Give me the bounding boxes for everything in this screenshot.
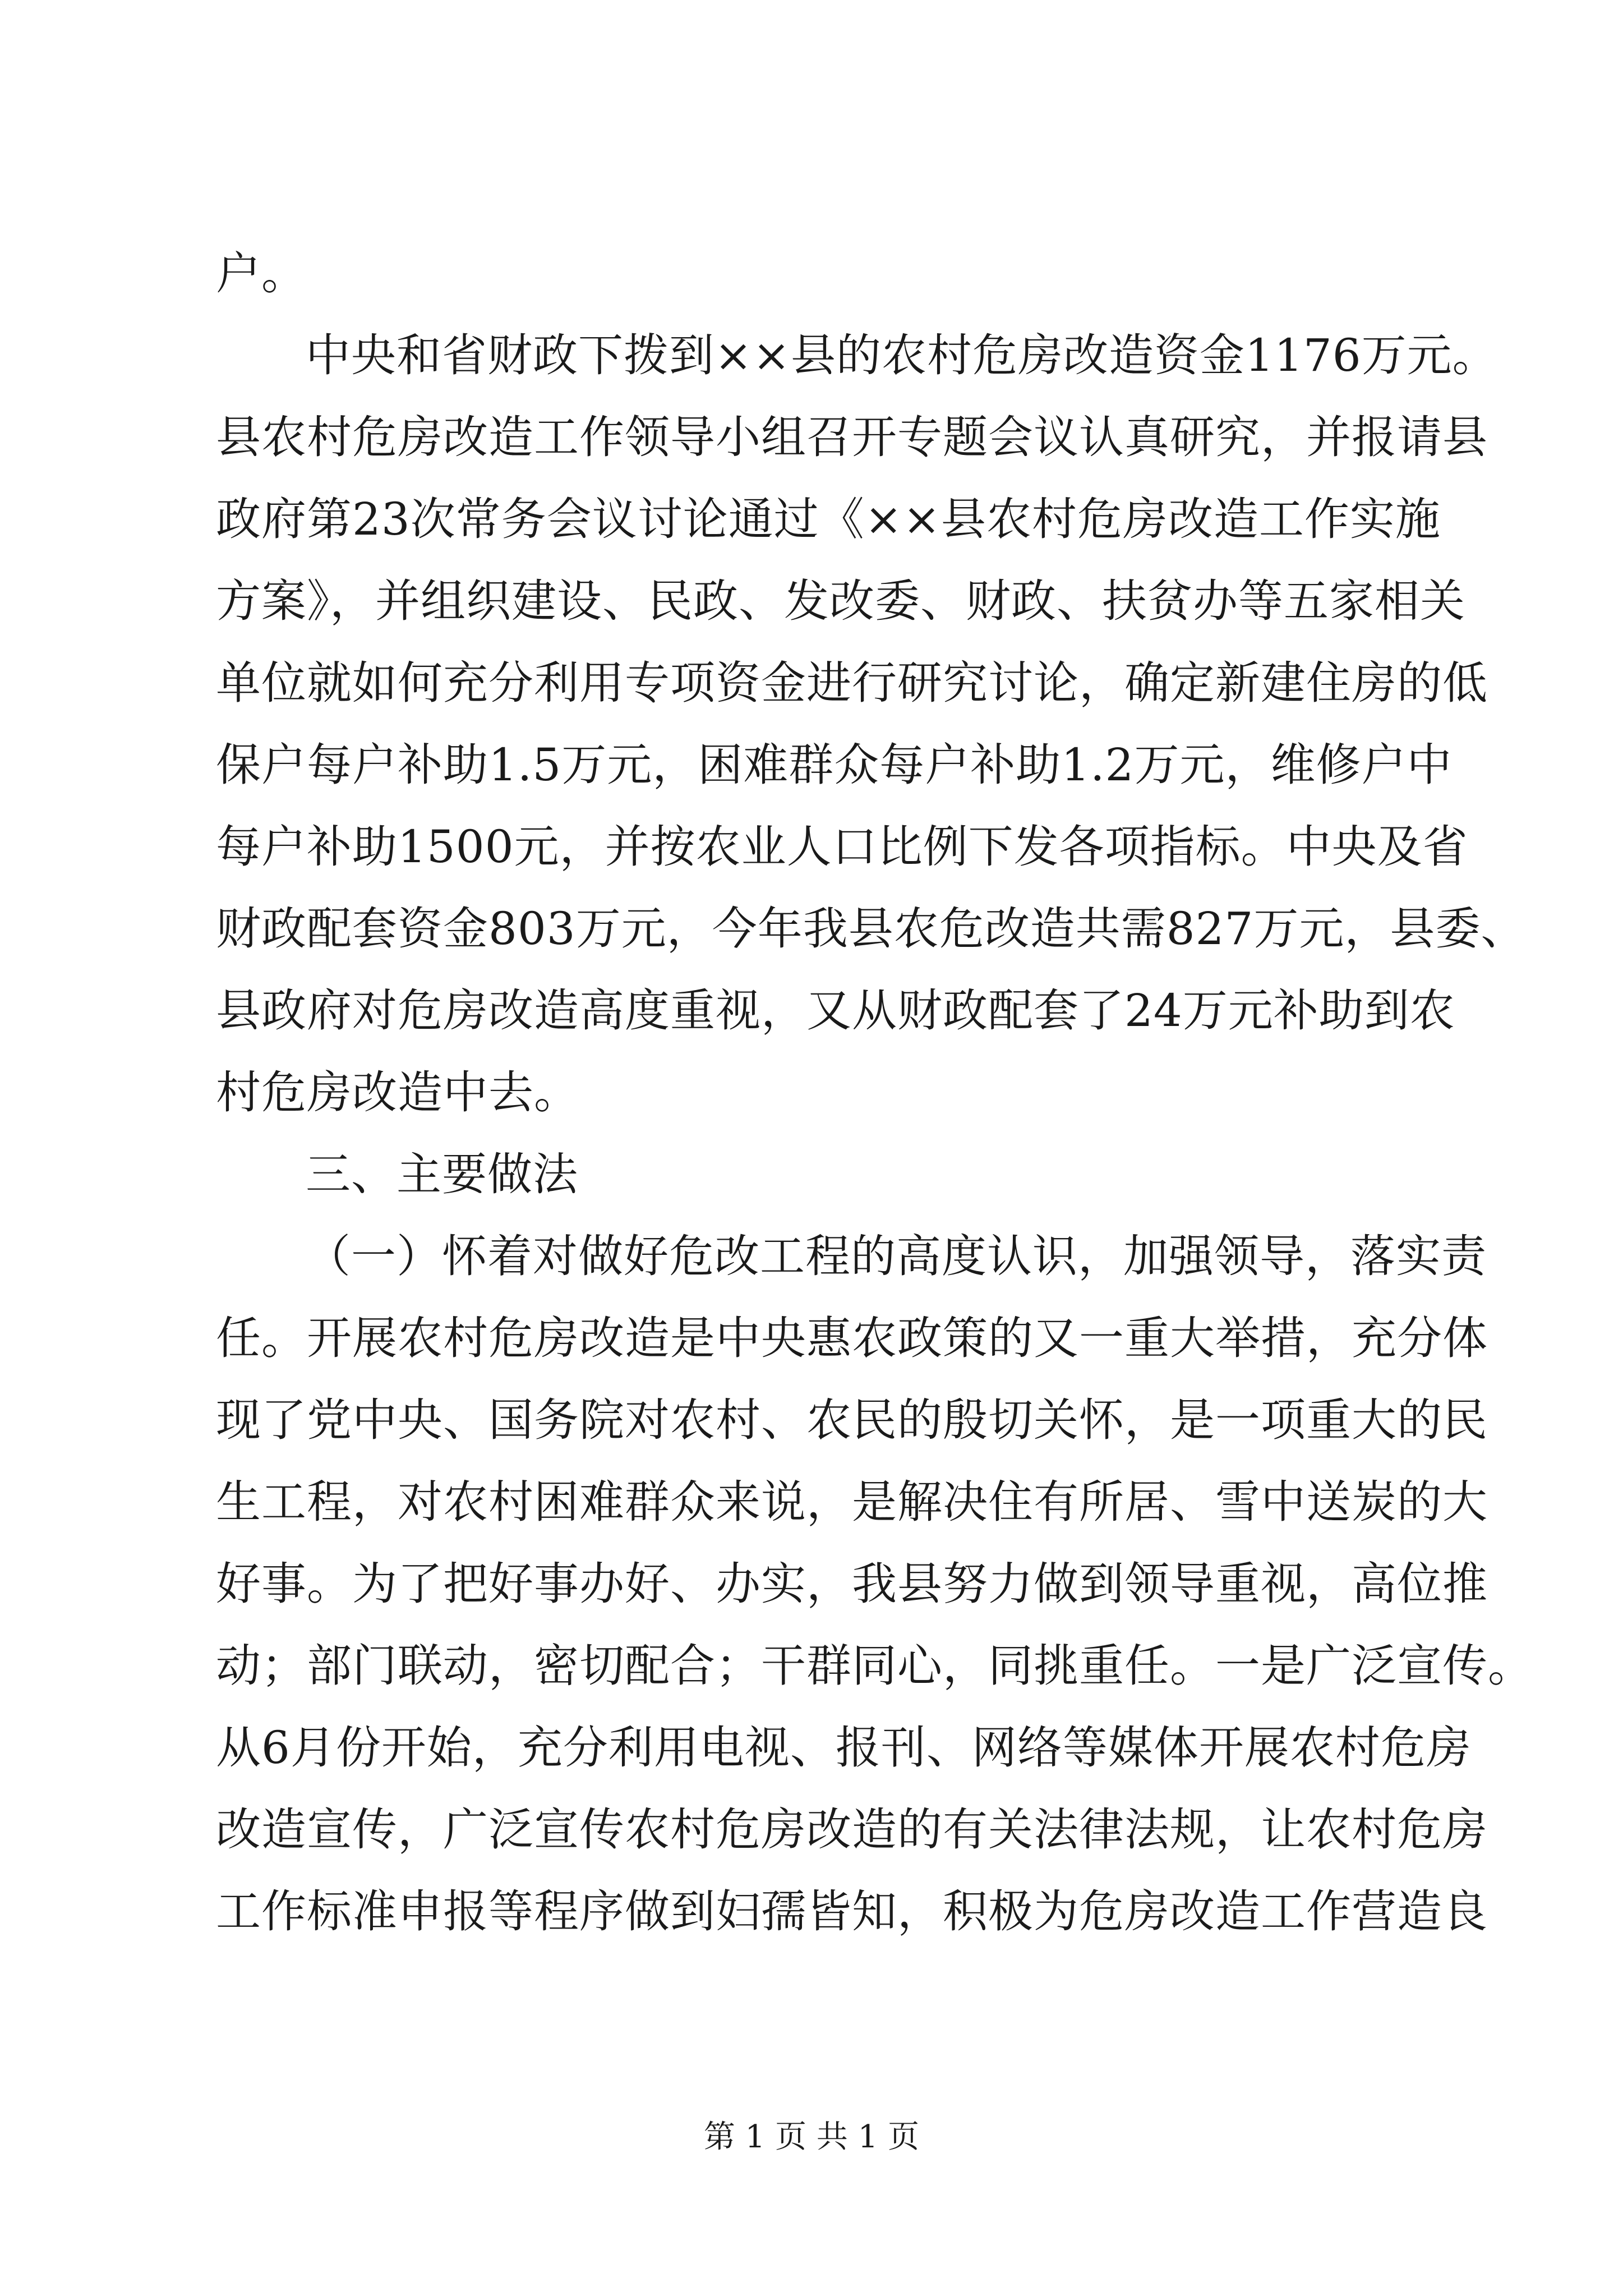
text-line: 改造宣传，广泛宣传农村危房改造的有关法律法规，让农村危房 [216, 1803, 1488, 1856]
text-line: 工作标准申报等程序做到妇孺皆知，积极为危房改造工作营造良 [216, 1885, 1488, 1938]
text-line: 好事。为了把好事办好、办实，我县努力做到领导重视，高位推 [216, 1558, 1488, 1610]
text-line: 县政府对危房改造高度重视，又从财政配套了24万元补助到农 [216, 984, 1455, 1037]
text-line: 生工程，对农村困难群众来说，是解决住有所居、雪中送炭的大 [216, 1476, 1488, 1528]
text-line: 政府第23次常务会议讨论通过《××县农村危房改造工作实施 [216, 493, 1441, 545]
text-line: 从6月份开始，充分利用电视、报刊、网络等媒体开展农村危房 [216, 1722, 1472, 1774]
text-line: 任。开展农村危房改造是中央惠农政策的又一重大举措，充分体 [216, 1312, 1488, 1364]
text-line: 县农村危房改造工作领导小组召开专题会议认真研究，并报请县 [216, 411, 1488, 463]
text-line: 每户补助1500元，并按农业人口比例下发各项指标。中央及省 [216, 821, 1468, 873]
page-footer: 第 1 页 共 1 页 [703, 2119, 920, 2155]
text-line: 户。 [216, 247, 307, 300]
text-line: （一）怀着对做好危改工程的高度认识，加强领导，落实责 [306, 1230, 1487, 1282]
text-line: 方案》，并组织建设、民政、发改委、财政、扶贫办等五家相关 [216, 575, 1465, 627]
text-line: 村危房改造中去。 [216, 1066, 579, 1119]
text-line: 单位就如何充分利用专项资金进行研究讨论，确定新建住房的低 [216, 657, 1488, 709]
text-line: 动；部门联动，密切配合；干群同心，同挑重任。一是广泛宣传。 [216, 1640, 1533, 1692]
text-line: 保户每户补助1.5万元，困难群众每户补助1.2万元，维修户中 [216, 739, 1453, 791]
text-line: 财政配套资金803万元，今年我县农危改造共需827万元，县委、 [216, 903, 1527, 955]
text-line: 现了党中央、国务院对农村、农民的殷切关怀，是一项重大的民 [216, 1394, 1488, 1446]
section-heading: 三、主要做法 [306, 1148, 578, 1200]
text-line: 中央和省财政下拨到××县的农村危房改造资金1176万元。 [306, 329, 1498, 381]
body-text [216, 233, 1533, 1953]
